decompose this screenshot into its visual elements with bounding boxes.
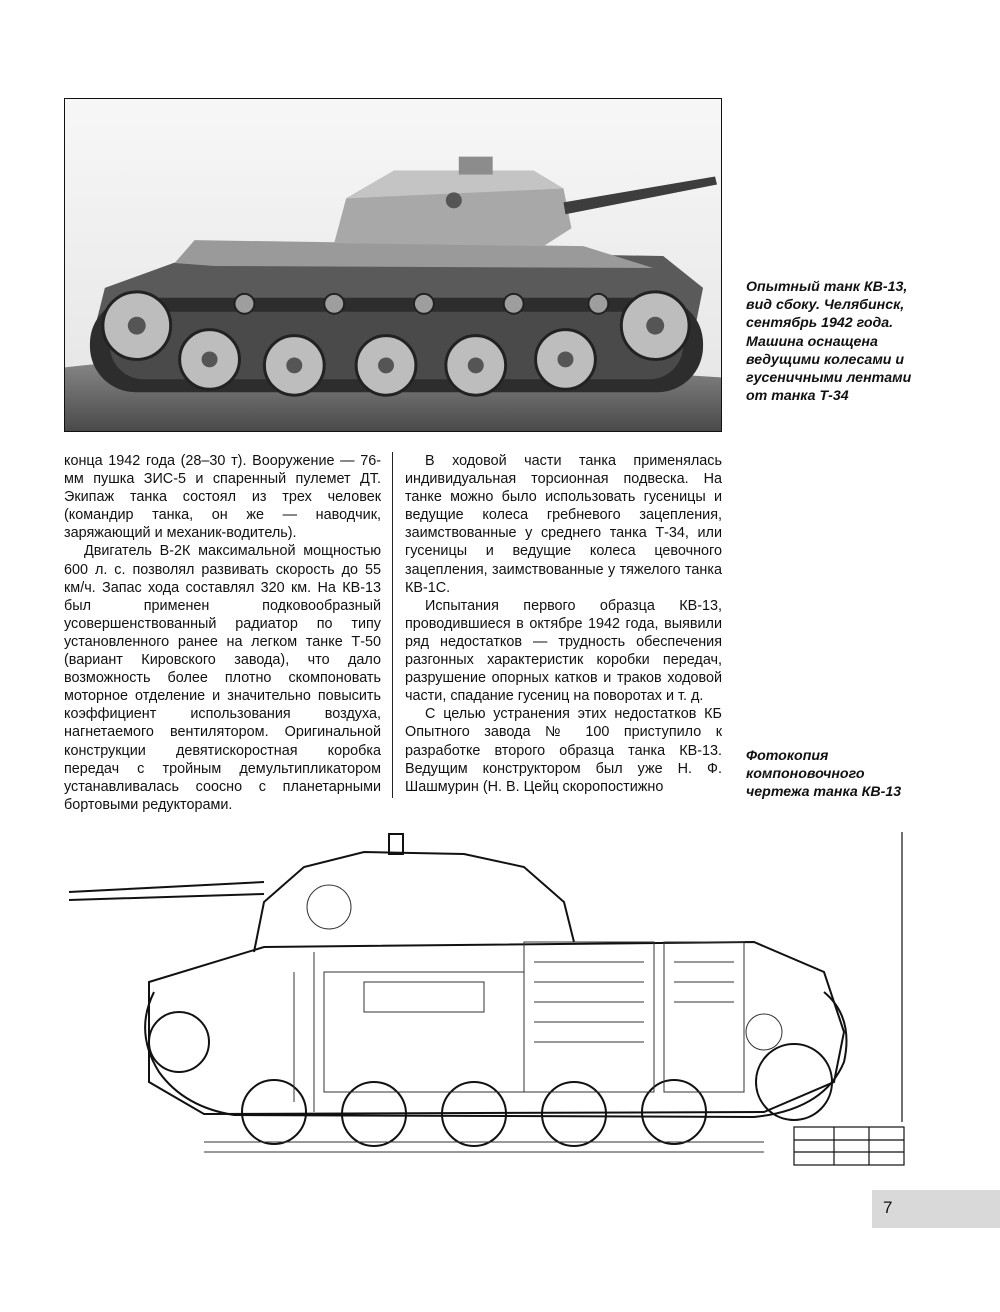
paragraph: Двигатель В-2К максимальной мощностью 600 л. с. позволял развивать скорость до 55 км/ч. Запас хода составлял 320 км. На КВ-13 был применен подковообразный усовершенствованный радиатор по типу установленного ранее на легком танке Т-50 (вариант Кировского завода), что дало возможность более плотно скомпоновать моторное отделение и значительно повысить коэффициент использования воздуха, нагнетаемого вентилятором. Оригинальной конструкции девятискоростная коробка передач с тройным демультипликатором устанавливалась соосно с планетарными бортовыми редукторами. [64,543,381,813]
paragraph: конца 1942 года (28–30 т). Вооружение — 76-мм пушка ЗИС-5 и спаренный пулемет ДТ. Экипаж танка состоял из трех человек (командир танка, он же — наводчик, заряжающий и механик-водитель). [64,453,381,542]
page-number-tab [872,1190,1000,1228]
layout-drawing [64,822,914,1167]
page-number: 7 [883,1198,893,1217]
paragraph: В ходовой части танка применялась индивидуальная торсионная подвеска. На танке можно было использовать гусеницы и ведущие колеса гребневого зацепления, заимствованные у среднего танка Т-34, или гусеницы и ведущие колеса цевочного зацепления, заимствованные у тяжелого танка КВ-1С. [405,453,722,596]
drawing-caption: Фотокопия компоновочного чертежа танка КВ-13 [746,748,902,801]
photo-caption: Опытный танк КВ-13, вид сбоку. Челябинск, сентябрь 1942 года. Машина оснащена ведущими колесами и гусеничными лентами от танка Т-34 [746,279,912,405]
column-divider [392,452,393,798]
paragraph: Испытания первого образца КВ-13, проводившиеся в октябре 1942 года, выявили ряд недостатков — трудность обеспечения разгонных характеристик коробки передач, разрушение опорных катков и траков ходовой части, спадание гусениц на поворотах и т. д. [405,597,722,705]
text-column-right [405,452,722,796]
tank-layout-drawing-illustration [64,822,914,1167]
paragraph: С целью устранения этих недостатков КБ Опытного завода № 100 приступило к разработке второго образца танка КВ-13. Ведущим конструктором был уже Н. Ф. Шашмурин (Н. В. Цейц скоропостижно [405,706,722,795]
text-column-left [64,452,381,814]
tank-side-photo [64,98,722,432]
tank-photo-illustration [65,99,721,431]
